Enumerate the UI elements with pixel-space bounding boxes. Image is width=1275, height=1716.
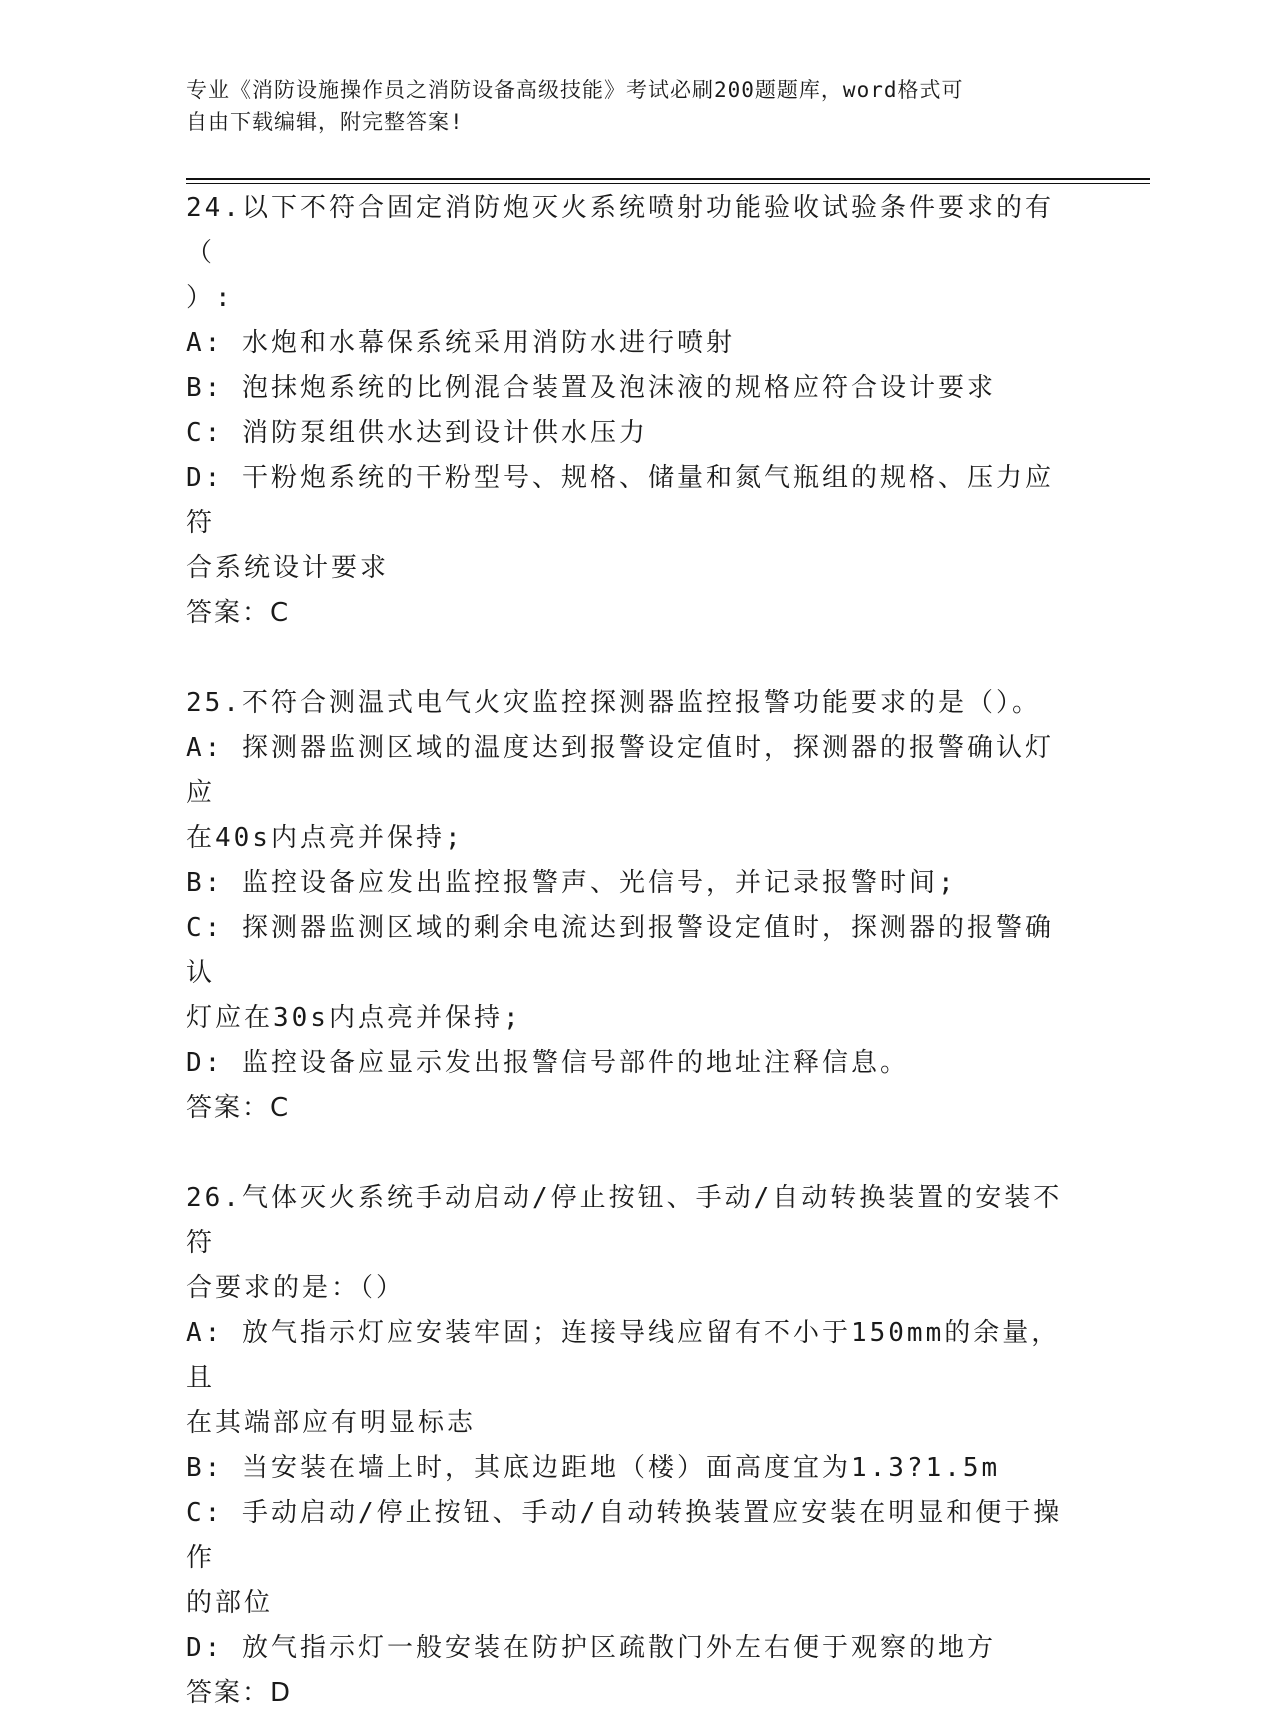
question-25 — [186, 681, 1066, 1131]
option-d: D: 监控设备应显示发出报警信号部件的地址注释信息。 — [186, 1048, 909, 1078]
question-26 — [186, 1176, 1066, 1716]
option-c: C: 消防泵组供水达到设计供水压力 — [186, 418, 648, 448]
document-header — [186, 74, 1066, 138]
option-d: D: 干粉炮系统的干粉型号、规格、储量和氮气瓶组的规格、压力应符 — [186, 463, 1054, 538]
question-spacer — [186, 636, 1066, 681]
option-b: B: 当安装在墙上时，其底边距地（楼）面高度宜为1.3?1.5m — [186, 1453, 1001, 1483]
option-a-continued: 在40s内点亮并保持; — [186, 823, 464, 853]
option-a: A: 水炮和水幕保系统采用消防水进行喷射 — [186, 328, 735, 358]
option-a: A: 放气指示灯应安装牢固；连接导线应留有不小于150mm的余量，且 — [186, 1318, 1061, 1393]
answer-label: 答案：C — [186, 1093, 291, 1123]
answer-label: 答案：D — [186, 1678, 293, 1708]
option-c: C: 手动启动/停止按钮、手动/自动转换装置应安装在明显和便于操作 — [186, 1498, 1063, 1573]
question-stem-line: 26.气体灭火系统手动启动/停止按钮、手动/自动转换装置的安装不符 — [186, 1183, 1063, 1258]
question-24 — [186, 186, 1066, 636]
option-d-continued: 合系统设计要求 — [186, 553, 390, 583]
option-b: B: 监控设备应发出监控报警声、光信号，并记录报警时间; — [186, 868, 957, 898]
option-a-continued: 在其端部应有明显标志 — [186, 1408, 477, 1438]
answer-label: 答案：C — [186, 598, 291, 628]
option-b: B: 泡抹炮系统的比例混合装置及泡沫液的规格应符合设计要求 — [186, 373, 996, 403]
question-stem-line: 25.不符合测温式电气火灾监控探测器监控报警功能要求的是（）。 — [186, 688, 1041, 718]
question-list — [186, 186, 1066, 1716]
question-stem-line: 合要求的是：（） — [186, 1273, 406, 1303]
question-stem-line: ）: — [186, 283, 234, 313]
option-a: A: 探测器监测区域的温度达到报警设定值时，探测器的报警确认灯应 — [186, 733, 1054, 808]
question-stem-line: 24.以下不符合固定消防炮灭火系统喷射功能验收试验条件要求的有（ — [186, 193, 1054, 268]
header-line-2: 自由下载编辑，附完整答案! — [186, 110, 464, 134]
header-line-1: 专业《消防设施操作员之消防设备高级技能》考试必刷200题题库，word格式可 — [186, 78, 964, 102]
option-c-continued: 灯应在30s内点亮并保持; — [186, 1003, 522, 1033]
header-divider-thick — [186, 178, 1150, 180]
option-d: D: 放气指示灯一般安装在防护区疏散门外左右便于观察的地方 — [186, 1633, 996, 1663]
question-spacer — [186, 1131, 1066, 1176]
option-c-continued: 的部位 — [186, 1588, 274, 1618]
header-divider-thin — [186, 183, 1150, 184]
option-c: C: 探测器监测区域的剩余电流达到报警设定值时，探测器的报警确认 — [186, 913, 1054, 988]
